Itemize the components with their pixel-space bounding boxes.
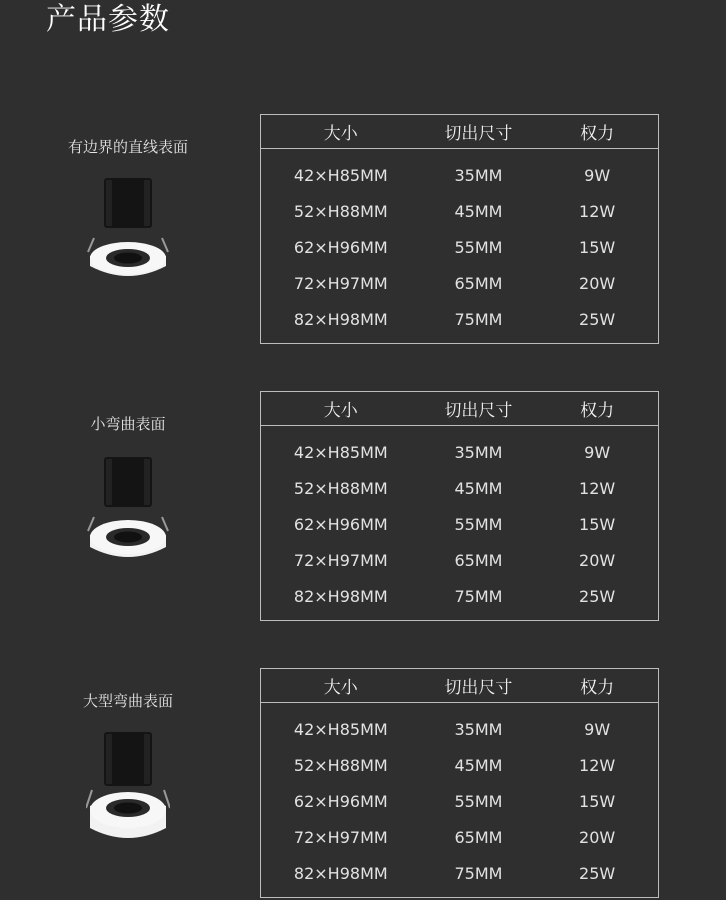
cell-size: 82×H98MM: [293, 309, 388, 329]
variant-label: 大型弯曲表面: [82, 692, 173, 710]
spec-table: [260, 668, 659, 898]
table-header: [261, 392, 658, 426]
table-row: [261, 193, 658, 229]
header-power: 权力: [580, 678, 615, 698]
table-row: [261, 855, 658, 891]
cell-power: 15W: [579, 237, 616, 257]
cell-size: 72×H97MM: [293, 550, 388, 570]
cell-cutout: 75MM: [454, 863, 503, 883]
cell-power: 20W: [579, 273, 616, 293]
cell-power: 15W: [579, 791, 616, 811]
cell-cutout: 55MM: [454, 237, 503, 257]
table-row: [261, 301, 658, 337]
cell-size: 52×H88MM: [293, 755, 388, 775]
variant-label: 小弯曲表面: [90, 415, 166, 433]
spec-table: [260, 114, 659, 344]
cell-size: 62×H96MM: [293, 791, 388, 811]
cell-power: 20W: [579, 550, 616, 570]
cell-size: 72×H97MM: [293, 273, 388, 293]
cell-cutout: 35MM: [454, 165, 503, 185]
cell-size: 42×H85MM: [293, 442, 388, 462]
header-size: 大小: [323, 124, 358, 144]
downlight-icon: [86, 172, 170, 292]
cell-cutout: 65MM: [454, 550, 503, 570]
variant-label: 有边界的直线表面: [67, 138, 188, 156]
cell-power: 9W: [584, 165, 611, 185]
page-title: 产品参数: [46, 2, 170, 37]
cell-power: 12W: [579, 201, 616, 221]
cell-power: 25W: [579, 863, 616, 883]
table-header: [261, 115, 658, 149]
table-row: [261, 229, 658, 265]
table-row: [261, 157, 658, 193]
table-row: [261, 747, 658, 783]
downlight-icon: [86, 728, 170, 848]
table-row: [261, 819, 658, 855]
cell-cutout: 55MM: [454, 791, 503, 811]
cell-power: 15W: [579, 514, 616, 534]
downlight-icon: [86, 451, 170, 571]
cell-cutout: 75MM: [454, 309, 503, 329]
cell-size: 62×H96MM: [293, 514, 388, 534]
cell-size: 62×H96MM: [293, 237, 388, 257]
cell-power: 25W: [579, 309, 616, 329]
cell-size: 42×H85MM: [293, 719, 388, 739]
cell-size: 52×H88MM: [293, 201, 388, 221]
cell-size: 42×H85MM: [293, 165, 388, 185]
cell-cutout: 55MM: [454, 514, 503, 534]
header-cutout: 切出尺寸: [444, 124, 513, 144]
cell-cutout: 75MM: [454, 586, 503, 606]
cell-cutout: 45MM: [454, 755, 503, 775]
cell-cutout: 45MM: [454, 201, 503, 221]
table-row: [261, 578, 658, 614]
cell-power: 12W: [579, 478, 616, 498]
header-size: 大小: [323, 678, 358, 698]
cell-power: 20W: [579, 827, 616, 847]
product-section-large-curve: [0, 668, 726, 900]
table-row: [261, 506, 658, 542]
cell-power: 9W: [584, 719, 611, 739]
cell-size: 52×H88MM: [293, 478, 388, 498]
table-row: [261, 783, 658, 819]
product-section-small-curve: [0, 391, 726, 623]
table-row: [261, 434, 658, 470]
table-row: [261, 542, 658, 578]
product-section-straight-edge: [0, 114, 726, 346]
table-header: [261, 669, 658, 703]
cell-size: 82×H98MM: [293, 586, 388, 606]
cell-cutout: 45MM: [454, 478, 503, 498]
cell-power: 25W: [579, 586, 616, 606]
cell-cutout: 35MM: [454, 442, 503, 462]
cell-power: 12W: [579, 755, 616, 775]
spec-table: [260, 391, 659, 621]
header-cutout: 切出尺寸: [444, 678, 513, 698]
header-power: 权力: [580, 124, 615, 144]
header-size: 大小: [323, 401, 358, 421]
table-row: [261, 265, 658, 301]
table-row: [261, 470, 658, 506]
table-row: [261, 711, 658, 747]
cell-size: 72×H97MM: [293, 827, 388, 847]
cell-cutout: 65MM: [454, 827, 503, 847]
header-power: 权力: [580, 401, 615, 421]
cell-cutout: 65MM: [454, 273, 503, 293]
cell-cutout: 35MM: [454, 719, 503, 739]
cell-size: 82×H98MM: [293, 863, 388, 883]
cell-power: 9W: [584, 442, 611, 462]
header-cutout: 切出尺寸: [444, 401, 513, 421]
